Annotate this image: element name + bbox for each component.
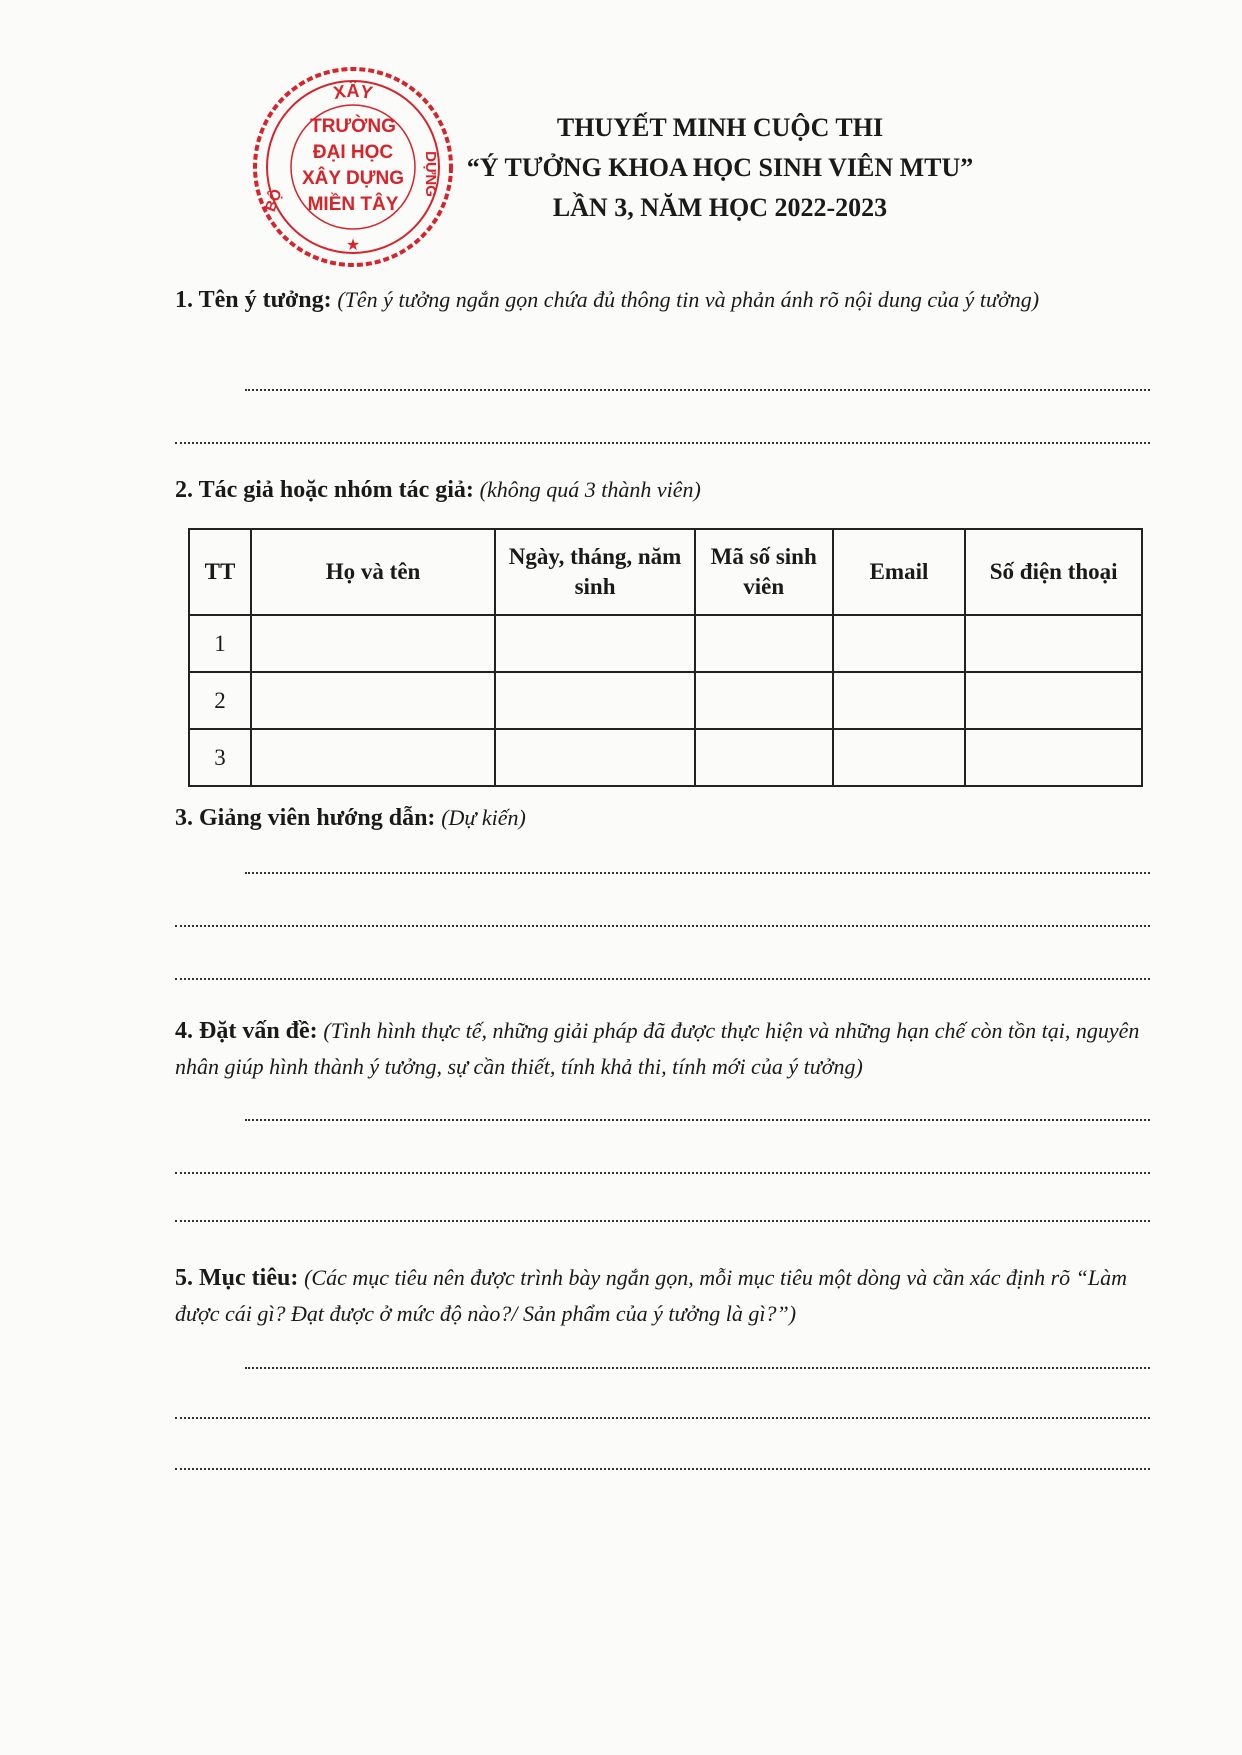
email-cell[interactable] [833, 672, 966, 729]
fill-line[interactable] [175, 440, 1150, 444]
section-1-title: 1. Tên ý tưởng: [175, 287, 332, 313]
phone-cell[interactable] [965, 672, 1142, 729]
name-cell[interactable] [251, 672, 495, 729]
header-line-3: LẦN 3, NĂM HỌC 2022-2023 [552, 193, 888, 222]
section-2-title: 2. Tác giả hoặc nhóm tác giả: [175, 477, 474, 503]
section-objectives [175, 1260, 1150, 1332]
row-number: 1 [189, 615, 251, 672]
header-line-1: THUYẾT MINH CUỘC THI [556, 113, 884, 142]
name-cell[interactable] [251, 729, 495, 786]
table-row [189, 672, 1142, 729]
fill-line[interactable] [245, 870, 1150, 874]
fill-line[interactable] [245, 1117, 1150, 1121]
fill-line[interactable] [175, 1218, 1150, 1222]
section-3-hint: (Dự kiến) [441, 805, 526, 830]
fill-line[interactable] [175, 976, 1150, 980]
birthdate-cell[interactable] [495, 729, 695, 786]
table-header-row [189, 529, 1142, 615]
phone-cell[interactable] [965, 729, 1142, 786]
fill-line[interactable] [245, 387, 1150, 391]
svg-text:DỰNG: DỰNG [422, 151, 439, 197]
column-header: Họ và tên [251, 529, 495, 615]
birthdate-cell[interactable] [495, 615, 695, 672]
student-id-cell[interactable] [695, 672, 833, 729]
phone-cell[interactable] [965, 615, 1142, 672]
column-header: Số điện thoại [965, 529, 1142, 615]
section-1-hint: (Tên ý tưởng ngắn gọn chứa đủ thông tin và phản ánh rõ nội dung của ý tưởng) [337, 287, 1040, 312]
section-4-hint: (Tình hình thực tế, những giải pháp đã được thực hiện và những hạn chế còn tồn tại, nguyên nhân giúp hình thành ý tưởng, sự cần thiết, tính khả thi, tính mới của ý tưởng) [175, 1018, 1140, 1079]
svg-text:XÂY [332, 80, 374, 103]
column-header: TT [189, 529, 251, 615]
svg-text:XÂY DỰNG: XÂY DỰNG [302, 168, 404, 189]
section-problem-statement [175, 1013, 1150, 1085]
section-supervisor [175, 800, 1150, 836]
fill-line[interactable] [175, 1415, 1150, 1419]
column-header: Email [833, 529, 966, 615]
header-line-2: “Ý TƯỞNG KHOA HỌC SINH VIÊN MTU” [466, 153, 974, 182]
column-header: Ngày, tháng, năm sinh [495, 529, 695, 615]
document-header [440, 108, 1000, 228]
student-id-cell[interactable] [695, 729, 833, 786]
svg-text:BỘ: BỘ [261, 186, 286, 214]
student-id-cell[interactable] [695, 615, 833, 672]
authors-table [188, 528, 1143, 787]
table-row [189, 615, 1142, 672]
fill-line[interactable] [175, 1170, 1150, 1174]
svg-text:ĐẠI HỌC: ĐẠI HỌC [312, 142, 394, 163]
email-cell[interactable] [833, 729, 966, 786]
column-header: Mã số sinh viên [695, 529, 833, 615]
svg-text:TRƯỜNG: TRƯỜNG [310, 116, 396, 137]
fill-line[interactable] [175, 923, 1150, 927]
email-cell[interactable] [833, 615, 966, 672]
section-2-hint: (không quá 3 thành viên) [479, 477, 701, 502]
seal-ring-text: XÂY [331, 81, 375, 104]
section-5-title: 5. Mục tiêu: [175, 1265, 299, 1291]
section-5-hint: (Các mục tiêu nên được trình bày ngắn gọn, mỗi mục tiêu một dòng và cần xác định rõ “Làm được cái gì? Đạt được ở mức độ nào?/ Sản phẩm của ý tưởng là gì?”) [175, 1265, 1128, 1326]
university-seal [248, 62, 458, 272]
name-cell[interactable] [251, 615, 495, 672]
birthdate-cell[interactable] [495, 672, 695, 729]
section-idea-name [175, 282, 1150, 318]
fill-line[interactable] [245, 1365, 1150, 1369]
row-number: 2 [189, 672, 251, 729]
row-number: 3 [189, 729, 251, 786]
svg-text:MIỀN TÂY: MIỀN TÂY [307, 194, 399, 215]
star-icon: ★ [345, 237, 361, 254]
section-4-title: 4. Đặt vấn đề: [175, 1018, 318, 1044]
section-authors [175, 472, 1150, 508]
fill-line[interactable] [175, 1466, 1150, 1470]
section-3-title: 3. Giảng viên hướng dẫn: [175, 805, 436, 831]
table-row [189, 729, 1142, 786]
